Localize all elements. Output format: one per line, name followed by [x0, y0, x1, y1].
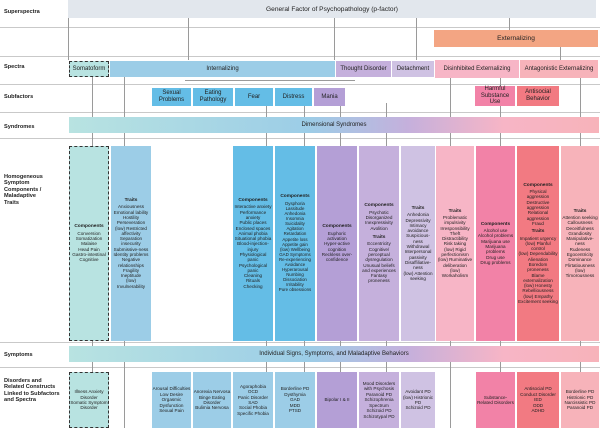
somatoform-spectrum-box	[69, 61, 109, 77]
trait-item: (low) Restricted affectivity	[115, 225, 147, 236]
disorder-item: Narcissistic PD	[564, 400, 596, 405]
disorder-item: Social Phobia	[238, 405, 268, 411]
column-title: Components	[74, 224, 104, 230]
level-label-disorders: Disorders and Related Constructs Linked to Subfactors and Spectra	[4, 378, 60, 404]
symptoms-label: Individual Signs, Symptoms, and Maladaptive Behaviors	[259, 351, 409, 357]
disorder-item: Schizoid PD	[405, 405, 431, 411]
component-item: Pure obsessions	[278, 287, 312, 293]
trait-item: Manipulative-ness	[566, 236, 594, 247]
component-item: Situational phobia	[234, 236, 272, 242]
level-label-syndromes: Syndromes	[4, 124, 35, 130]
row-separator	[0, 27, 600, 28]
distress-components-column	[275, 146, 315, 341]
trait-item: Risk taking	[443, 241, 467, 247]
trait-item: Dominance	[568, 257, 592, 263]
internalizing-traits-column	[111, 146, 151, 341]
trait-item: Flirtatiousness	[565, 262, 595, 268]
trait-item: Theft	[449, 230, 461, 236]
component-item: Marijuana use	[481, 238, 510, 244]
component-item: Cognitive	[79, 257, 99, 263]
disorder-item: Agoraphobia	[239, 383, 267, 389]
component-item: Head Pain	[78, 246, 100, 252]
column-subtitle: Traits	[531, 229, 545, 235]
component-item: Fraud	[531, 220, 544, 226]
trait-item: Eccentricity	[367, 241, 391, 247]
level-label-symptoms: Symptoms	[4, 352, 33, 358]
component-item: Somatization	[75, 236, 103, 242]
subfactor-distress	[275, 88, 312, 106]
internalizing-spectrum-box	[110, 61, 335, 77]
trait-item: (low) Workaholism	[441, 267, 469, 279]
fear-disorders-box	[233, 372, 273, 428]
row-separator	[0, 112, 600, 113]
component-item: Drug use	[486, 254, 505, 260]
trait-item: Depressivity	[405, 217, 431, 223]
disorder-item: GAD	[290, 397, 300, 403]
column-title: Components	[364, 203, 394, 209]
level-label-subfactors: Subfactors	[4, 94, 34, 100]
externalizing-superspectrum-box	[434, 30, 598, 47]
trait-item: Rebelliousness	[522, 288, 554, 294]
disorder-item: Low Desire	[160, 391, 183, 397]
disorder-item: Bulimia Nervosa	[195, 405, 229, 411]
disorder-item: PTSD	[288, 408, 302, 414]
component-item: Physical aggression	[526, 189, 550, 200]
symptoms-bar	[69, 346, 599, 362]
disorder-item: Antisocial PD	[524, 386, 552, 392]
component-item: Dysphoria	[285, 200, 305, 206]
distress-disorders-box	[275, 372, 315, 428]
thought-disorder-column	[359, 146, 399, 341]
disorder-item: Anorexia Nervosa	[193, 389, 231, 395]
trait-item: Negative relationships	[118, 257, 144, 268]
internalizing-spectrum-label: Internalizing	[206, 66, 239, 72]
trait-item: (low) Rigid perfectionism	[441, 246, 469, 257]
component-item: Inexpressivity	[365, 220, 393, 226]
column-title: Traits	[448, 208, 462, 214]
component-item: Numbing	[286, 272, 304, 278]
trait-item: Anhedonia	[407, 212, 429, 218]
trait-item: Suspicious-ness	[406, 233, 430, 244]
dimensional-syndromes-bar	[69, 117, 599, 133]
trait-item: Impatient urgency	[519, 235, 557, 241]
disorder-item: Mood Disorders with Psychosis	[362, 381, 396, 392]
trait-item: Cognitive/ perceptual dysregulation	[365, 246, 393, 263]
trait-item: (low) Ruminative deliberation	[437, 257, 473, 268]
component-item: Lassitude	[285, 205, 305, 211]
general-factor-box	[68, 0, 596, 18]
disorder-item: Somatic Symptom Disorder	[70, 400, 108, 411]
trait-item: Blame externalization	[523, 272, 553, 283]
column-title: Traits	[411, 205, 425, 211]
harmful-substance-components-column	[476, 146, 515, 341]
component-item: Physiological panic	[239, 252, 267, 263]
subfactor-fear	[235, 88, 273, 106]
connector-line	[185, 80, 355, 81]
component-item: Hyper-active cognition	[324, 241, 350, 252]
disorder-item: MDD	[289, 402, 301, 408]
component-item: Avolition	[370, 225, 388, 231]
connector-line	[560, 47, 561, 60]
row-separator	[0, 84, 600, 85]
trait-item: Excitement seeking	[518, 299, 558, 305]
subfactor-harmful-substance-use	[475, 86, 515, 106]
thought-disorder-disorders-box	[359, 372, 399, 428]
row-separator	[0, 56, 600, 57]
component-item: Insomnia	[286, 216, 304, 222]
column-title: Components	[280, 194, 310, 200]
trait-item: Unusual beliefs and experiences	[362, 262, 396, 273]
detachment-spectrum-box	[392, 61, 434, 77]
component-item: Dissociation	[283, 277, 307, 283]
subfactor-antisocial-behavior	[517, 86, 559, 106]
mania-components-column	[317, 146, 357, 341]
trait-item: (low) Timorousness	[565, 267, 595, 279]
fear-components-column	[233, 146, 273, 341]
connector-line	[334, 18, 335, 60]
trait-item: Fantasy proneness	[368, 273, 390, 284]
disorder-item: Binge Eating Disorder	[198, 394, 226, 405]
disorder-item: Substance-Related Disorders	[477, 394, 514, 405]
connector-line	[416, 18, 417, 60]
somatoform-spectrum-label: Somatoform	[72, 66, 106, 72]
component-item: Suicidality	[285, 221, 305, 227]
detachment-traits-column	[401, 146, 435, 341]
disorder-item: ODD	[532, 402, 544, 408]
component-item: (low) Wellbeing	[280, 246, 310, 252]
trait-item: Distractibility	[442, 236, 468, 242]
trait-item: Separation insecurity	[119, 236, 143, 247]
sexual-disorders-box	[152, 372, 191, 428]
trait-item: (low) Dependability	[518, 251, 558, 257]
component-item: Blood-injection-injury	[237, 241, 269, 252]
component-item: Public places	[239, 220, 267, 226]
trait-item: Ineptitude	[120, 273, 142, 279]
level-label-components: Homogeneous Symptom Components / Maladaptive Traits	[4, 174, 43, 206]
disinhibited-spectrum-label: Disinhibited Externalizing	[443, 65, 511, 72]
subfactor-eating-pathology	[193, 88, 233, 106]
detachment-disorders-box	[401, 372, 435, 428]
component-item: Drug problems	[480, 259, 511, 265]
disorder-item: Borderline PD	[280, 386, 310, 392]
trait-item: Egocentricity	[566, 252, 594, 257]
component-item: Checking	[243, 283, 263, 289]
antisocial-column	[517, 146, 559, 341]
disorder-item: Borderline PD	[565, 389, 595, 395]
component-item: Appetite gain	[282, 241, 308, 247]
disorder-item: Sexual Pain	[159, 408, 184, 414]
disorder-item: Schizoid PD	[366, 408, 392, 414]
component-item: Psychotic	[369, 209, 389, 215]
component-item: Hyperarousal	[281, 267, 309, 273]
component-item: Marijuana problems	[485, 244, 506, 255]
subfactor-eating-label: Eating Pathology	[199, 90, 227, 103]
column-title: Components	[322, 224, 352, 230]
disorder-item: ADHD	[531, 408, 545, 414]
trait-item: Problematic impulsivity	[442, 214, 468, 226]
antagonistic-disorders-box	[561, 372, 599, 428]
trait-item: Callousness	[567, 220, 593, 226]
trait-item: (low) Planful control	[525, 240, 551, 252]
component-item: Enclosed spaces	[235, 225, 271, 231]
disorder-item: Conduct Disorder	[520, 391, 556, 397]
antagonistic-spectrum-label: Antagonistic Externalizing	[524, 65, 594, 72]
component-item: Avoidance	[284, 261, 306, 267]
connector-line	[188, 18, 189, 60]
component-item: Performance anxiety	[239, 209, 267, 220]
general-factor-label: General Factor of Psychopathology (p-factor)	[266, 5, 398, 13]
trait-item: Submissive-ness	[113, 246, 149, 252]
trait-item: (low) Empathy	[523, 293, 553, 299]
trait-item: Identity problems	[113, 252, 149, 257]
column-title: Traits	[124, 197, 138, 203]
component-item: Relational aggression	[526, 210, 550, 221]
disorder-item: Specific Phobia	[237, 410, 269, 416]
disorder-item: Bipolar I & II	[324, 397, 350, 403]
component-item: Irritability	[286, 282, 304, 288]
component-item: Agitation	[286, 226, 304, 232]
row-separator	[0, 367, 600, 368]
trait-item: Emotional lability	[113, 209, 149, 215]
trait-item: Disaffiliative-ness	[405, 259, 431, 271]
trait-item: Deceitfulness	[566, 225, 594, 231]
trait-item: (low) Honesty	[523, 283, 553, 289]
component-item: Animal phobia	[238, 230, 268, 236]
level-label-spectra: Spectra	[4, 64, 25, 70]
trait-item: Withdrawal	[406, 244, 430, 250]
dimensional-syndromes-label: Dimensional Syndromes	[301, 122, 367, 128]
subfactor-mania-label: Mania	[321, 94, 338, 100]
component-item: GAD Symptoms	[279, 251, 311, 257]
column-subtitle: Traits	[372, 234, 386, 240]
disorder-item: SAD	[248, 400, 258, 405]
thought-disorder-spectrum-box	[336, 61, 391, 77]
component-item: Interactive anxiety	[234, 204, 272, 210]
externalizing-superspectrum-label: Externalizing	[497, 35, 535, 42]
thought-disorder-spectrum-label: Thought Disorder	[340, 66, 387, 72]
subfactor-harmful-label: Harmful Substance Use	[480, 86, 510, 106]
component-item: Destructive aggression	[526, 199, 550, 210]
somatoform-disorders-box	[69, 372, 109, 428]
mania-disorders-box	[317, 372, 357, 428]
disorder-item: Avoidant PD	[405, 389, 431, 395]
component-item: Appetite loss	[282, 236, 308, 242]
component-item: Euphoric activation	[327, 230, 347, 242]
component-item: Psychological panic	[238, 262, 268, 273]
row-separator	[0, 138, 600, 139]
component-item: Re-experiencing	[279, 256, 311, 262]
trait-item: Intimacy avoidance	[407, 222, 429, 234]
component-item: Retardation	[283, 231, 307, 237]
disorder-item: Dysthymia	[284, 391, 306, 397]
component-item: Conversion	[77, 230, 101, 236]
component-item: Alcohol use	[483, 228, 508, 234]
disorder-item: Paranoid PD	[566, 405, 594, 411]
component-item: Reckless over-confidence	[321, 252, 353, 263]
disinhibited-traits-column	[436, 146, 474, 341]
antagonistic-traits-column	[561, 146, 599, 341]
disorder-item: (low) Histrionic PD	[402, 394, 434, 405]
disorder-item: Orgasmic Dysfunction	[159, 397, 184, 408]
disorder-item: Histrionic PD	[566, 394, 594, 400]
trait-item: Anxiousness	[117, 204, 145, 210]
trait-item: Fragility	[122, 267, 140, 273]
eating-disorders-box	[193, 372, 231, 428]
disorder-item: Arousal Difficulties	[152, 386, 191, 392]
component-item: Gastro-intestinal	[72, 252, 106, 257]
trait-item: Perseveration	[116, 220, 146, 226]
column-title: Components	[480, 221, 511, 227]
column-title: Components	[238, 197, 268, 203]
component-item: Malaise	[81, 241, 97, 247]
trait-item: Grandiosity	[568, 230, 592, 236]
component-item: Anhedonia	[284, 211, 306, 217]
level-label-superspectra: Superspectra	[4, 9, 40, 15]
subfactor-distress-label: Distress	[282, 94, 305, 100]
row-separator	[0, 342, 600, 343]
disorder-item: Paranoid PD	[365, 391, 393, 397]
trait-item: Hostility	[122, 214, 140, 220]
harmful-substance-disorders-box	[476, 372, 515, 428]
component-item: Rituals	[245, 278, 261, 284]
disorder-item: OCD	[247, 389, 259, 395]
trait-item: Alienation	[527, 256, 549, 262]
trait-item: Irresponsibility	[440, 225, 470, 231]
component-item: Cleaning	[243, 273, 263, 279]
subfactor-mania	[314, 88, 345, 106]
trait-item: Interpersonal passivity	[404, 249, 432, 260]
antagonistic-spectrum-box	[520, 60, 598, 78]
antisocial-disorders-box	[517, 372, 559, 428]
trait-item: Attention seeking	[562, 214, 598, 220]
somatoform-components-column	[69, 146, 109, 341]
disorder-item: Schizophrenia Spectrum	[364, 397, 394, 408]
trait-item: (low) Invulnerability	[116, 278, 146, 289]
detachment-spectrum-label: Detachment	[396, 66, 430, 72]
trait-item: Boredom proneness	[527, 262, 549, 273]
subfactor-sexual-label: Sexual Problems	[158, 90, 185, 103]
trait-item: Rudeness	[569, 246, 591, 252]
connector-line	[509, 18, 510, 30]
column-title: Traits	[573, 208, 587, 214]
component-item: Disorganized	[365, 215, 393, 221]
disinhibited-spectrum-box	[435, 60, 519, 78]
disorder-item: IED	[534, 397, 542, 403]
subfactor-antisocial-label: Antisocial Behavior	[525, 89, 551, 102]
trait-item: (low) Attention seeking	[403, 270, 433, 281]
connector-line	[68, 18, 69, 60]
subfactor-fear-label: Fear	[247, 94, 261, 100]
component-item: Alcohol problems	[477, 233, 514, 239]
disorder-item: Schizotypal PD	[363, 413, 395, 419]
column-title: Components	[523, 182, 553, 188]
disorder-item: Illness Anxiety Disorder	[74, 389, 104, 400]
disorder-item: Panic Disorder	[237, 394, 269, 400]
subfactor-sexual-problems	[152, 88, 191, 106]
